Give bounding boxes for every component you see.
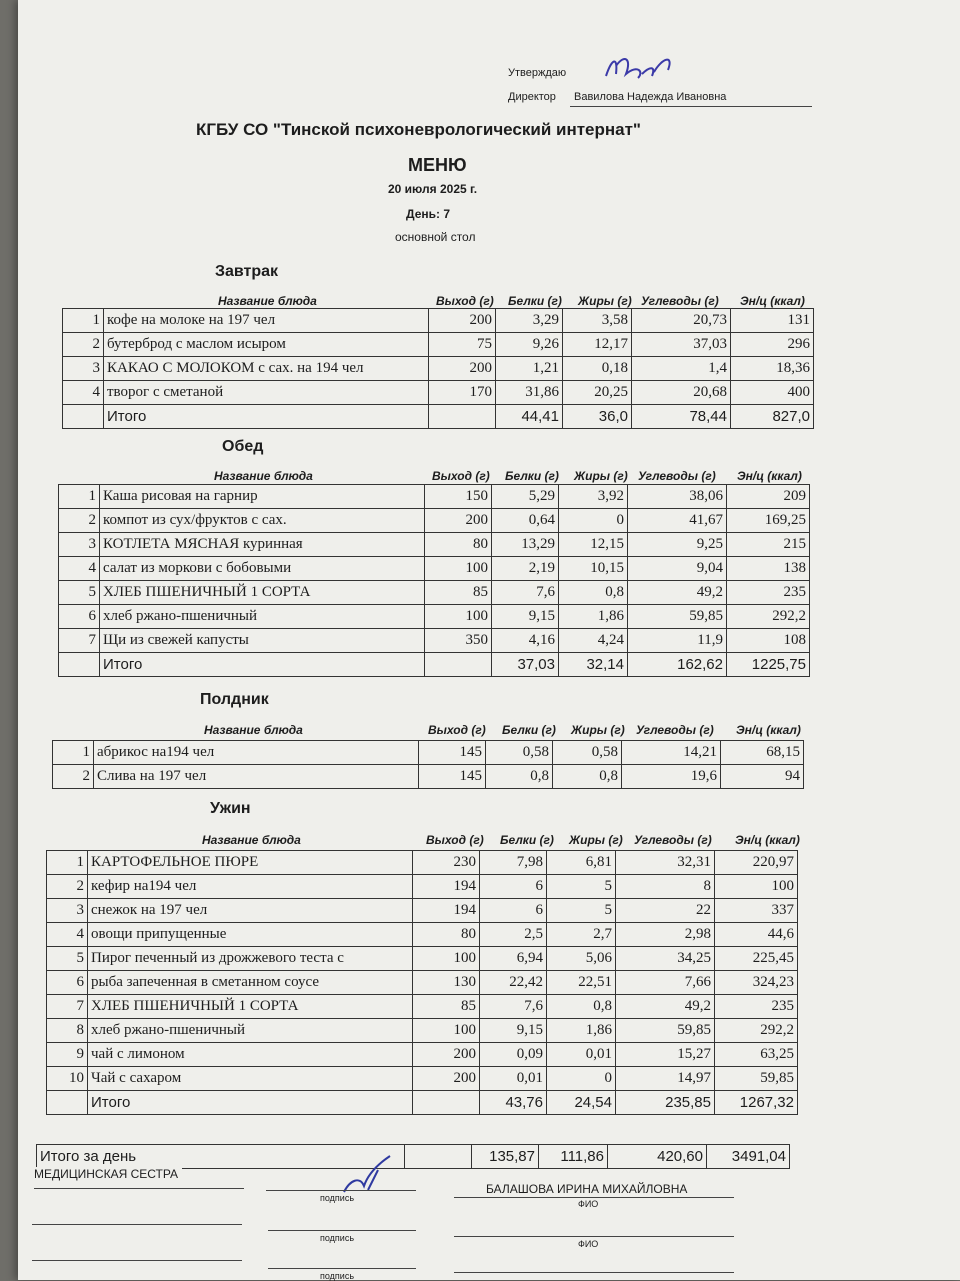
dish-name: Чай с сахаром <box>88 1067 413 1091</box>
blank-line <box>32 1260 242 1261</box>
dish-carbs: 14,21 <box>622 741 721 765</box>
dish-energy: 225,45 <box>715 947 798 971</box>
table-row <box>47 851 798 875</box>
dish-energy: 209 <box>727 485 810 509</box>
table-row <box>47 1019 798 1043</box>
dish-output: 85 <box>425 581 492 605</box>
row-number: 8 <box>47 1019 88 1043</box>
col-header-carbs: Углеводы (г) <box>634 833 712 847</box>
dish-carbs: 38,06 <box>628 485 727 509</box>
row-number: 4 <box>47 923 88 947</box>
dish-carbs: 1,4 <box>632 357 731 381</box>
dish-output: 200 <box>425 509 492 533</box>
row-number: 2 <box>53 765 94 789</box>
table-row <box>63 309 814 333</box>
dish-name: абрикос на194 чел <box>94 741 419 765</box>
dish-name: компот из сух/фруктов с сах. <box>100 509 425 533</box>
nurse-line <box>34 1188 244 1189</box>
dish-protein: 2,5 <box>480 923 547 947</box>
table-row <box>63 333 814 357</box>
row-number: 1 <box>53 741 94 765</box>
col-header-output: Выход (г) <box>428 723 486 737</box>
director-signature <box>598 52 678 88</box>
dish-name: бутерброд с маслом исыром <box>104 333 429 357</box>
dish-fat: 1,86 <box>547 1019 616 1043</box>
dish-output: 230 <box>413 851 480 875</box>
dish-fat: 0,58 <box>553 741 622 765</box>
dish-output: 200 <box>413 1067 480 1091</box>
dish-fat: 10,15 <box>559 557 628 581</box>
row-number: 10 <box>47 1067 88 1091</box>
section-title-dinner: Ужин <box>210 800 251 817</box>
table-row <box>47 899 798 923</box>
col-header-carbs: Углеводы (г) <box>636 723 714 737</box>
dish-fat: 3,92 <box>559 485 628 509</box>
dish-carbs: 14,97 <box>616 1067 715 1091</box>
total-row <box>59 653 810 677</box>
dish-fat: 0,8 <box>553 765 622 789</box>
row-number: 2 <box>59 509 100 533</box>
director-name: Вавилова Надежда Ивановна <box>574 91 727 103</box>
dish-energy: 63,25 <box>715 1043 798 1067</box>
day-total-fat: 111,86 <box>539 1145 608 1169</box>
dish-carbs: 9,25 <box>628 533 727 557</box>
breakfast-table <box>62 308 814 429</box>
dish-energy: 292,2 <box>715 1019 798 1043</box>
total-label: Итого <box>88 1091 413 1115</box>
dish-name: кофе на молоке на 197 чел <box>104 309 429 333</box>
dish-carbs: 22 <box>616 899 715 923</box>
dish-energy: 235 <box>727 581 810 605</box>
dish-fat: 0,8 <box>559 581 628 605</box>
col-header-carbs: Углеводы (г) <box>641 294 719 308</box>
dish-output: 100 <box>413 947 480 971</box>
col-header-energy: Эн/ц (ккал) <box>735 833 800 847</box>
dish-output: 170 <box>429 381 496 405</box>
dish-protein: 7,98 <box>480 851 547 875</box>
table-row <box>59 557 810 581</box>
menu-document <box>18 0 960 1280</box>
dish-energy: 169,25 <box>727 509 810 533</box>
table-row <box>47 1067 798 1091</box>
table-row <box>59 581 810 605</box>
table-row <box>47 971 798 995</box>
dish-protein: 7,6 <box>480 995 547 1019</box>
dish-protein: 0,09 <box>480 1043 547 1067</box>
col-header-protein: Белки (г) <box>508 294 562 308</box>
total-carbs: 78,44 <box>632 405 731 429</box>
dish-protein: 6 <box>480 899 547 923</box>
dish-name: Щи из свежей капусты <box>100 629 425 653</box>
dish-carbs: 20,73 <box>632 309 731 333</box>
dish-carbs: 20,68 <box>632 381 731 405</box>
dish-name: Пирог печенный из дрожжевого теста с <box>88 947 413 971</box>
dish-carbs: 41,67 <box>628 509 727 533</box>
dish-carbs: 9,04 <box>628 557 727 581</box>
col-header-fat: Жиры (г) <box>569 833 623 847</box>
col-header-name: Название блюда <box>218 294 317 308</box>
row-number: 9 <box>47 1043 88 1067</box>
director-label: Директор <box>508 91 556 103</box>
dish-protein: 3,29 <box>496 309 563 333</box>
row-number: 4 <box>63 381 104 405</box>
dish-protein: 9,15 <box>492 605 559 629</box>
snack-table <box>52 740 804 789</box>
dish-output: 100 <box>425 557 492 581</box>
row-number: 3 <box>59 533 100 557</box>
row-number: 4 <box>59 557 100 581</box>
col-header-name: Название блюда <box>214 469 313 483</box>
dish-energy: 138 <box>727 557 810 581</box>
dish-carbs: 59,85 <box>628 605 727 629</box>
dish-carbs: 32,31 <box>616 851 715 875</box>
day-total-protein: 135,87 <box>472 1145 539 1169</box>
dish-fat: 12,15 <box>559 533 628 557</box>
total-fat: 24,54 <box>547 1091 616 1115</box>
dish-energy: 131 <box>731 309 814 333</box>
dish-name: КОТЛЕТА МЯСНАЯ куринная <box>100 533 425 557</box>
table-row <box>47 947 798 971</box>
row-number: 3 <box>47 899 88 923</box>
row-number: 2 <box>63 333 104 357</box>
dinner-table <box>46 850 798 1115</box>
dish-carbs: 2,98 <box>616 923 715 947</box>
dish-energy: 235 <box>715 995 798 1019</box>
row-number: 6 <box>47 971 88 995</box>
col-header-carbs: Углеводы (г) <box>638 469 716 483</box>
dish-carbs: 59,85 <box>616 1019 715 1043</box>
dish-carbs: 8 <box>616 875 715 899</box>
signature-caption: подпись <box>320 1271 355 1281</box>
table-row <box>47 875 798 899</box>
dish-fat: 0,18 <box>563 357 632 381</box>
day-total-carbs: 420,60 <box>608 1145 707 1169</box>
row-number: 5 <box>59 581 100 605</box>
dish-name: овощи припущенные <box>88 923 413 947</box>
dish-output: 80 <box>425 533 492 557</box>
dish-name: хлеб ржано-пшеничный <box>100 605 425 629</box>
total-carbs: 235,85 <box>616 1091 715 1115</box>
signature-line <box>268 1268 416 1269</box>
dish-energy: 292,2 <box>727 605 810 629</box>
row-number: 1 <box>59 485 100 509</box>
total-protein: 44,41 <box>496 405 563 429</box>
dish-fat: 0,8 <box>547 995 616 1019</box>
dish-protein: 7,6 <box>492 581 559 605</box>
dish-carbs: 15,27 <box>616 1043 715 1067</box>
dish-energy: 324,23 <box>715 971 798 995</box>
total-fat: 36,0 <box>563 405 632 429</box>
dish-name: ХЛЕБ ПШЕНИЧНЫЙ 1 СОРТА <box>100 581 425 605</box>
dish-fat: 22,51 <box>547 971 616 995</box>
dish-output: 194 <box>413 899 480 923</box>
day-total-energy: 3491,04 <box>707 1145 790 1169</box>
dish-output: 200 <box>429 309 496 333</box>
dish-fat: 0 <box>559 509 628 533</box>
dish-energy: 400 <box>731 381 814 405</box>
dish-energy: 337 <box>715 899 798 923</box>
director-name-line <box>570 106 812 107</box>
dish-protein: 9,26 <box>496 333 563 357</box>
dish-energy: 18,36 <box>731 357 814 381</box>
total-row <box>47 1091 798 1115</box>
total-label: Итого <box>100 653 425 677</box>
dish-carbs: 11,9 <box>628 629 727 653</box>
dish-fat: 12,17 <box>563 333 632 357</box>
table-type: основной стол <box>395 230 476 244</box>
dish-output: 200 <box>413 1043 480 1067</box>
col-header-protein: Белки (г) <box>505 469 559 483</box>
table-row <box>47 995 798 1019</box>
menu-date: 20 июля 2025 г. <box>388 182 478 196</box>
dish-energy: 108 <box>727 629 810 653</box>
dish-protein: 0,64 <box>492 509 559 533</box>
dish-protein: 0,01 <box>480 1067 547 1091</box>
org-name: КГБУ СО "Тинской психоневрологический интернат" <box>196 120 641 139</box>
table-row <box>63 357 814 381</box>
dish-protein: 0,58 <box>486 741 553 765</box>
table-row <box>47 1043 798 1067</box>
total-protein: 43,76 <box>480 1091 547 1115</box>
fio-caption: ФИО <box>578 1199 599 1209</box>
signature-caption: подпись <box>320 1193 355 1203</box>
dish-fat: 6,81 <box>547 851 616 875</box>
dish-name: рыба запеченная в сметанном соусе <box>88 971 413 995</box>
dish-output: 350 <box>425 629 492 653</box>
dish-protein: 5,29 <box>492 485 559 509</box>
dish-output: 100 <box>413 1019 480 1043</box>
dish-carbs: 7,66 <box>616 971 715 995</box>
col-header-protein: Белки (г) <box>502 723 556 737</box>
col-header-output: Выход (г) <box>436 294 494 308</box>
dish-output: 194 <box>413 875 480 899</box>
dish-output: 85 <box>413 995 480 1019</box>
col-header-protein: Белки (г) <box>500 833 554 847</box>
total-label: Итого <box>104 405 429 429</box>
col-header-fat: Жиры (г) <box>574 469 628 483</box>
dish-fat: 5 <box>547 875 616 899</box>
table-row <box>47 923 798 947</box>
col-header-energy: Эн/ц (ккал) <box>740 294 805 308</box>
table-row <box>53 765 804 789</box>
total-carbs: 162,62 <box>628 653 727 677</box>
dish-output: 100 <box>425 605 492 629</box>
col-header-output: Выход (г) <box>432 469 490 483</box>
section-title-breakfast: Завтрак <box>215 263 279 280</box>
dish-output: 150 <box>425 485 492 509</box>
dish-carbs: 19,6 <box>622 765 721 789</box>
col-header-fat: Жиры (г) <box>571 723 625 737</box>
col-header-energy: Эн/ц (ккал) <box>737 469 802 483</box>
total-energy: 827,0 <box>731 405 814 429</box>
total-energy: 1267,32 <box>715 1091 798 1115</box>
col-header-fat: Жиры (г) <box>578 294 632 308</box>
signature-line <box>268 1230 416 1231</box>
table-row <box>59 533 810 557</box>
dish-output: 130 <box>413 971 480 995</box>
row-number: 1 <box>47 851 88 875</box>
dish-energy: 68,15 <box>721 741 804 765</box>
page-title: МЕНЮ <box>408 155 467 175</box>
dish-protein: 2,19 <box>492 557 559 581</box>
dish-energy: 215 <box>727 533 810 557</box>
dish-fat: 3,58 <box>563 309 632 333</box>
dish-fat: 5 <box>547 899 616 923</box>
dish-name: Слива на 197 чел <box>94 765 419 789</box>
dish-output: 80 <box>413 923 480 947</box>
dish-protein: 1,21 <box>496 357 563 381</box>
dish-energy: 100 <box>715 875 798 899</box>
dish-fat: 1,86 <box>559 605 628 629</box>
signature-caption: подпись <box>320 1233 355 1243</box>
dish-carbs: 37,03 <box>632 333 731 357</box>
dish-name: салат из моркови с бобовыми <box>100 557 425 581</box>
col-header-output: Выход (г) <box>426 833 484 847</box>
table-row <box>63 381 814 405</box>
row-number: 7 <box>59 629 100 653</box>
row-number: 1 <box>63 309 104 333</box>
row-number: 2 <box>47 875 88 899</box>
dish-fat: 4,24 <box>559 629 628 653</box>
dish-output: 145 <box>419 741 486 765</box>
row-number: 6 <box>59 605 100 629</box>
dish-output: 200 <box>429 357 496 381</box>
total-row <box>63 405 814 429</box>
dish-name: КАРТОФЕЛЬНОЕ ПЮРЕ <box>88 851 413 875</box>
dish-protein: 0,8 <box>486 765 553 789</box>
dish-energy: 220,97 <box>715 851 798 875</box>
dish-name: кефир на194 чел <box>88 875 413 899</box>
approve-label: Утверждаю <box>508 67 567 79</box>
fio-caption: ФИО <box>578 1239 599 1249</box>
nurse-name: БАЛАШОВА ИРИНА МИХАЙЛОВНА <box>486 1182 688 1196</box>
dish-protein: 9,15 <box>480 1019 547 1043</box>
dish-carbs: 49,2 <box>628 581 727 605</box>
signature-line <box>266 1190 416 1191</box>
nurse-label: МЕДИЦИНСКАЯ СЕСТРА <box>34 1167 182 1181</box>
dish-name: КАКАО С МОЛОКОМ с сах. на 194 чел <box>104 357 429 381</box>
col-header-energy: Эн/ц (ккал) <box>736 723 801 737</box>
total-energy: 1225,75 <box>727 653 810 677</box>
dish-protein: 31,86 <box>496 381 563 405</box>
dish-protein: 22,42 <box>480 971 547 995</box>
dish-name: хлеб ржано-пшеничный <box>88 1019 413 1043</box>
day-total-table <box>36 1144 790 1169</box>
dish-protein: 6 <box>480 875 547 899</box>
dish-output: 75 <box>429 333 496 357</box>
table-row <box>59 485 810 509</box>
dish-carbs: 49,2 <box>616 995 715 1019</box>
blank-line <box>32 1224 242 1225</box>
dish-name: ХЛЕБ ПШЕНИЧНЫЙ 1 СОРТА <box>88 995 413 1019</box>
dish-fat: 5,06 <box>547 947 616 971</box>
dish-protein: 13,29 <box>492 533 559 557</box>
dish-name: творог с сметаной <box>104 381 429 405</box>
table-row <box>59 605 810 629</box>
col-header-name: Название блюда <box>204 723 303 737</box>
dish-name: Каша рисовая на гарнир <box>100 485 425 509</box>
dish-fat: 2,7 <box>547 923 616 947</box>
dish-protein: 6,94 <box>480 947 547 971</box>
dish-fat: 0 <box>547 1067 616 1091</box>
dish-output: 145 <box>419 765 486 789</box>
dish-fat: 0,01 <box>547 1043 616 1067</box>
row-number: 3 <box>63 357 104 381</box>
dish-protein: 4,16 <box>492 629 559 653</box>
fio-line <box>454 1236 734 1237</box>
total-protein: 37,03 <box>492 653 559 677</box>
menu-day: День: 7 <box>406 207 450 221</box>
table-row <box>59 629 810 653</box>
dish-energy: 296 <box>731 333 814 357</box>
fio-line <box>454 1197 734 1198</box>
dish-energy: 94 <box>721 765 804 789</box>
table-row <box>59 509 810 533</box>
section-title-snack: Полдник <box>200 691 269 708</box>
dish-name: чай с лимоном <box>88 1043 413 1067</box>
total-fat: 32,14 <box>559 653 628 677</box>
fio-line <box>454 1272 734 1273</box>
dish-energy: 44,6 <box>715 923 798 947</box>
lunch-table <box>58 484 810 677</box>
dish-energy: 59,85 <box>715 1067 798 1091</box>
day-total-row <box>37 1145 790 1169</box>
section-title-lunch: Обед <box>222 438 264 455</box>
dish-name: снежок на 197 чел <box>88 899 413 923</box>
dish-fat: 20,25 <box>563 381 632 405</box>
day-total-label: Итого за день <box>37 1145 405 1169</box>
row-number: 7 <box>47 995 88 1019</box>
row-number: 5 <box>47 947 88 971</box>
table-row <box>53 741 804 765</box>
col-header-name: Название блюда <box>202 833 301 847</box>
dish-carbs: 34,25 <box>616 947 715 971</box>
